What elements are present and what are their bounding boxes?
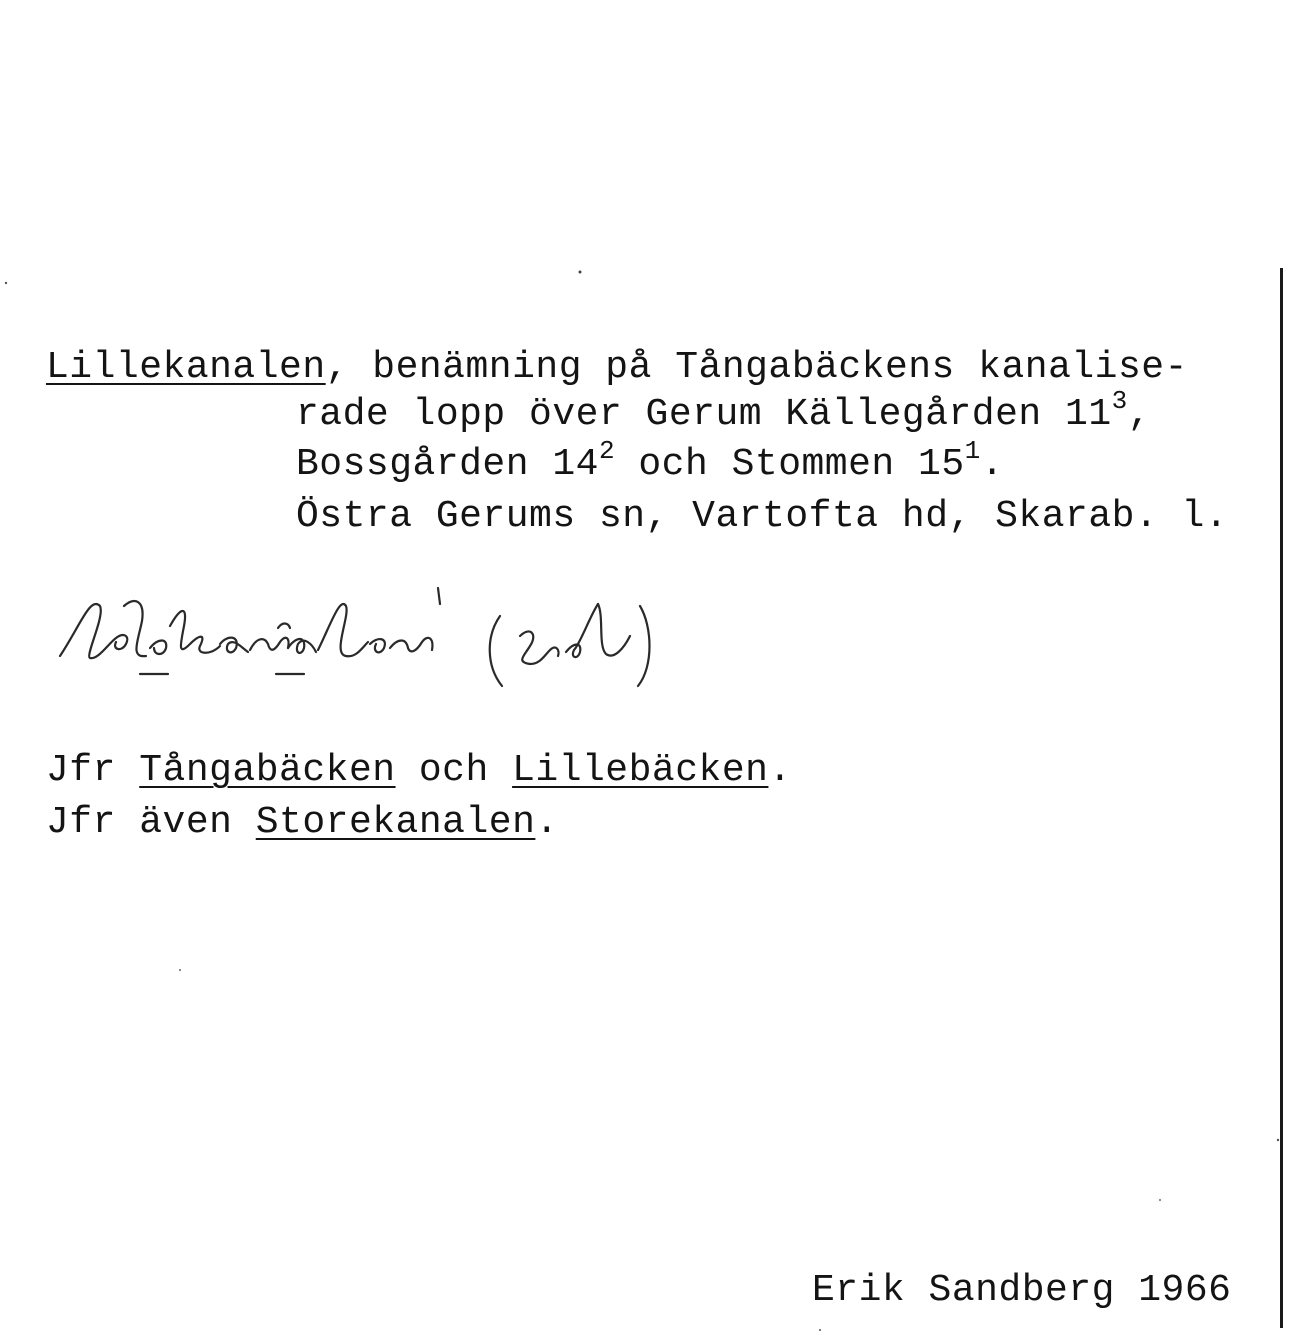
superscript: 3 xyxy=(1111,386,1128,416)
entry-text: Bossgården 14 xyxy=(296,443,599,486)
entry-line-1 xyxy=(46,345,1188,391)
entry-text: rade lopp över Gerum Källegården 11 xyxy=(296,393,1112,436)
handwritten-pronunciation-note xyxy=(50,586,840,696)
entry-text: och Stommen 15 xyxy=(615,443,965,486)
author-signature: Erik Sandberg 1966 xyxy=(812,1269,1232,1312)
entry-text: . xyxy=(980,443,1005,486)
entry-text: , xyxy=(1127,393,1152,436)
reference-link-lillebacken[interactable]: Lillebäcken xyxy=(512,749,769,792)
headword: Lillekanalen xyxy=(46,346,326,389)
reference-period: . xyxy=(535,801,559,844)
reference-period: . xyxy=(768,749,792,792)
cross-reference-line-2 xyxy=(46,800,559,846)
reference-link-storekanalen[interactable]: Storekanalen xyxy=(255,801,536,844)
card-right-edge xyxy=(1280,268,1283,1328)
superscript: 2 xyxy=(598,436,616,466)
entry-line-3 xyxy=(296,436,1005,488)
entry-definition-start: , benämning på Tångabäckens kanalise- xyxy=(325,346,1188,389)
reference-prefix: Jfr även xyxy=(46,801,256,844)
reference-conjunction: och xyxy=(395,749,513,792)
cross-reference-line-1 xyxy=(46,748,792,794)
entry-line-4 xyxy=(296,494,1228,540)
location-text: Östra Gerums sn, Vartofta hd, Skarab. l. xyxy=(296,495,1229,538)
reference-prefix: Jfr xyxy=(46,749,140,792)
superscript: 1 xyxy=(964,436,981,466)
reference-link-tangabacken[interactable]: Tångabäcken xyxy=(139,749,396,792)
entry-line-2 xyxy=(296,386,1152,438)
